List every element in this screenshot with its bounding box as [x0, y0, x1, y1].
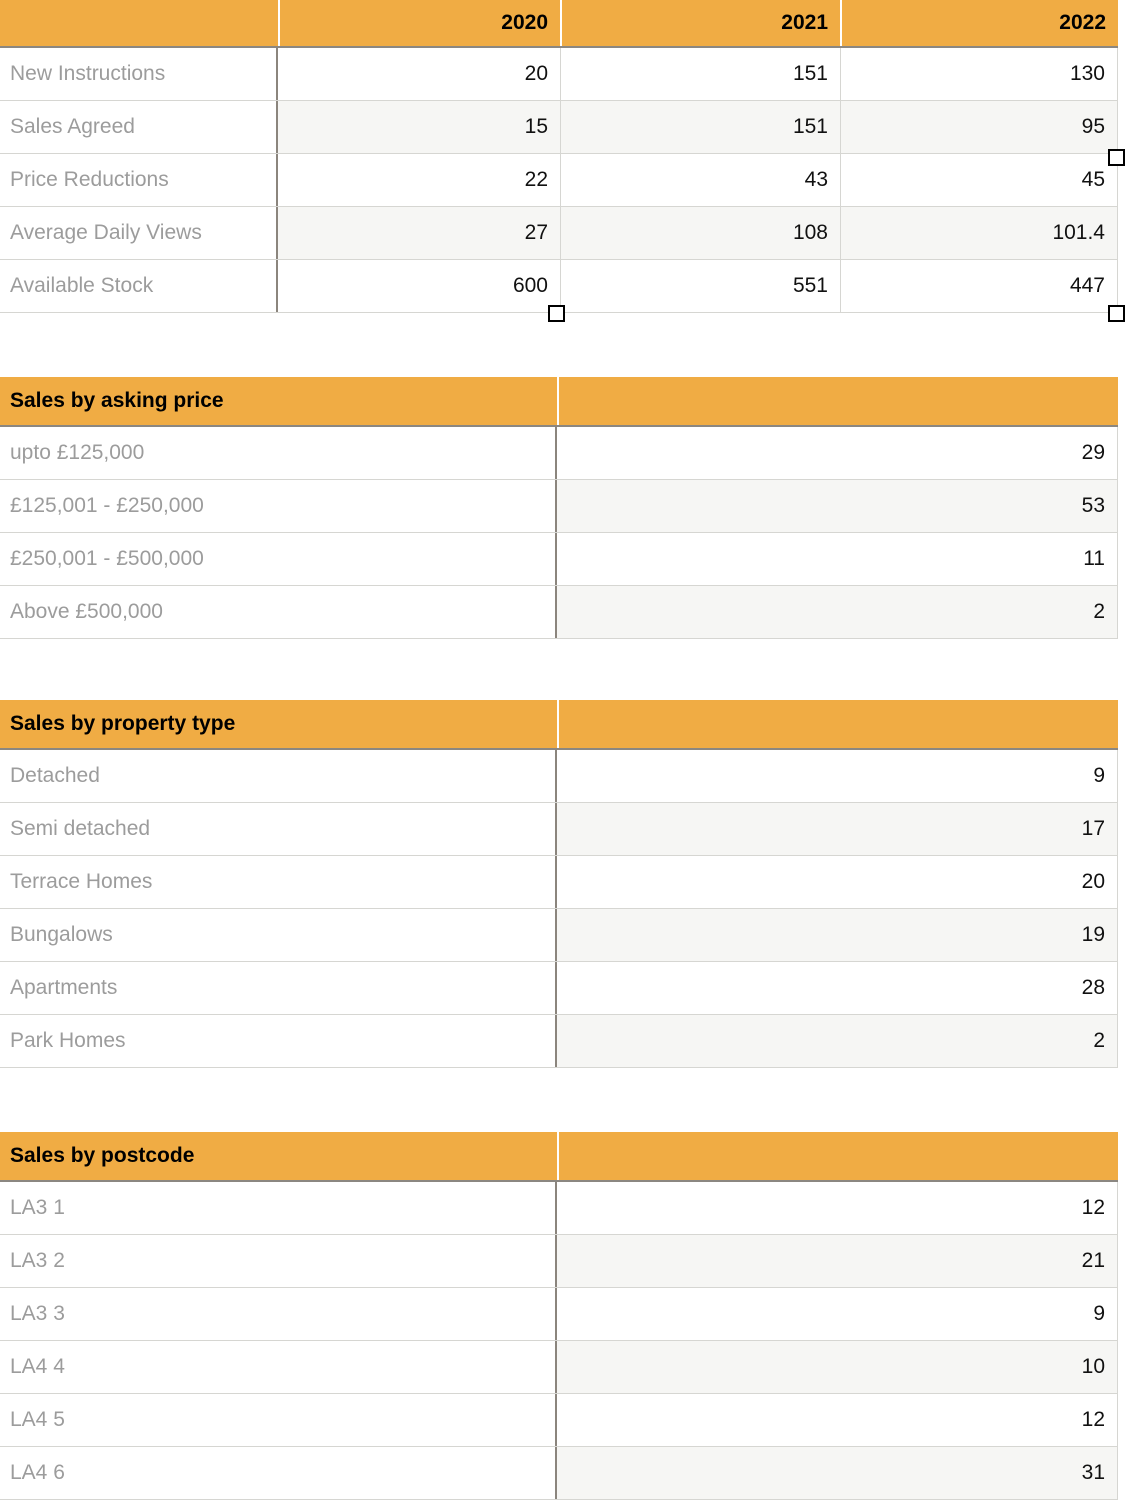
asking-price-table-body [0, 427, 1118, 639]
row-value-cell[interactable]: 2 [557, 586, 1118, 638]
table-row [0, 207, 1118, 260]
row-label-cell[interactable]: £125,001 - £250,000 [0, 480, 557, 532]
table-row [0, 154, 1118, 207]
empty-header-cell [557, 377, 1118, 425]
table-row [0, 101, 1118, 154]
row-value-cell[interactable]: 31 [557, 1447, 1118, 1499]
table-row [0, 533, 1118, 586]
value-cell-2022[interactable]: 130 [840, 48, 1118, 100]
sales-by-postcode-table[interactable] [0, 1132, 1118, 1500]
asking-price-header-row [0, 377, 1118, 427]
empty-header-cell [557, 700, 1118, 748]
row-value-cell[interactable]: 20 [557, 856, 1118, 908]
table-row [0, 1235, 1118, 1288]
row-value-cell[interactable]: 19 [557, 909, 1118, 961]
row-value-cell[interactable]: 11 [557, 533, 1118, 585]
row-label-cell[interactable]: Detached [0, 750, 557, 802]
row-label-cell[interactable]: Sales Agreed [0, 101, 278, 153]
table-row [0, 1182, 1118, 1235]
value-cell-2020[interactable]: 600 [512, 274, 548, 297]
row-value-cell[interactable]: 9 [557, 750, 1118, 802]
section-title: Sales by postcode [10, 1144, 195, 1167]
table-row [0, 480, 1118, 533]
row-label-cell[interactable]: upto £125,000 [0, 427, 557, 479]
row-label-cell[interactable]: LA3 1 [0, 1182, 557, 1234]
table-row [0, 1015, 1118, 1068]
row-value-cell[interactable]: 29 [557, 427, 1118, 479]
property-type-table-body [0, 750, 1118, 1068]
table-row [0, 909, 1118, 962]
value-cell-2020[interactable]: 22 [524, 168, 548, 191]
row-label-cell[interactable]: New Instructions [0, 48, 278, 100]
sales-by-asking-price-table[interactable] [0, 377, 1118, 639]
value-cell-2021[interactable]: 108 [560, 207, 840, 259]
row-value-cell[interactable]: 28 [557, 962, 1118, 1014]
row-label-cell[interactable]: £250,001 - £500,000 [0, 533, 557, 585]
property-type-header-row [0, 700, 1118, 750]
section-title: Sales by property type [10, 712, 236, 735]
year-header-2020[interactable]: 2020 [278, 0, 560, 46]
row-value-cell[interactable]: 10 [557, 1341, 1118, 1393]
row-value-cell[interactable]: 9 [557, 1288, 1118, 1340]
row-label-cell[interactable]: LA4 5 [0, 1394, 557, 1446]
row-value-cell[interactable]: 2 [557, 1015, 1118, 1067]
row-label-cell[interactable]: LA4 4 [0, 1341, 557, 1393]
yearly-overview-table[interactable] [0, 0, 1118, 313]
row-label-cell[interactable]: LA3 2 [0, 1235, 557, 1287]
year-header-2022[interactable]: 2022 [840, 0, 1118, 46]
row-label-cell[interactable]: Available Stock [0, 260, 278, 312]
value-cell-2021[interactable]: 551 [560, 260, 840, 312]
value-cell-2020[interactable]: 27 [278, 207, 560, 259]
table-resize-handle-bottom-center[interactable] [548, 305, 565, 322]
yearly-table-body [0, 48, 1118, 313]
row-label-cell[interactable]: Above £500,000 [0, 586, 557, 638]
row-value-cell[interactable]: 21 [557, 1235, 1118, 1287]
value-cell-2020[interactable]: 15 [278, 101, 560, 153]
table-resize-handle-right-middle[interactable] [1108, 149, 1125, 166]
table-row [0, 856, 1118, 909]
row-value-cell[interactable]: 53 [557, 480, 1118, 532]
value-cell-2021[interactable]: 151 [560, 48, 840, 100]
table-row [0, 1341, 1118, 1394]
row-value-cell[interactable]: 17 [557, 803, 1118, 855]
row-label-cell[interactable]: Average Daily Views [0, 207, 278, 259]
value-cell-2020[interactable]: 20 [524, 62, 548, 85]
row-label-cell[interactable]: Park Homes [0, 1015, 557, 1067]
value-cell-2021[interactable]: 43 [560, 154, 840, 206]
yearly-table-header-row [0, 0, 1118, 48]
row-label-cell[interactable]: Apartments [0, 962, 557, 1014]
value-cell-2022[interactable]: 101.4 [840, 207, 1118, 259]
value-cell-2022[interactable]: 45 [840, 154, 1118, 206]
row-label-cell[interactable]: Semi detached [0, 803, 557, 855]
table-row [0, 962, 1118, 1015]
table-resize-handle-bottom-right[interactable] [1108, 305, 1125, 322]
table-row [0, 48, 1118, 101]
row-label-cell[interactable]: Terrace Homes [0, 856, 557, 908]
postcode-table-body [0, 1182, 1118, 1500]
table-row [0, 1288, 1118, 1341]
table-row [0, 1394, 1118, 1447]
row-value-cell[interactable]: 12 [557, 1182, 1118, 1234]
sales-by-property-type-table[interactable] [0, 700, 1118, 1068]
value-cell-2021[interactable]: 151 [560, 101, 840, 153]
table-row [0, 1447, 1118, 1500]
value-cell-2022[interactable]: 447 [840, 260, 1118, 312]
row-label-cell[interactable]: LA3 3 [0, 1288, 557, 1340]
row-label-cell[interactable]: Bungalows [0, 909, 557, 961]
table-row [0, 427, 1118, 480]
empty-header-cell[interactable] [0, 0, 278, 46]
row-label-cell[interactable]: LA4 6 [0, 1447, 557, 1499]
row-value-cell[interactable]: 12 [557, 1394, 1118, 1446]
value-cell-2022[interactable]: 95 [840, 101, 1118, 153]
row-label-cell[interactable]: Price Reductions [0, 154, 278, 206]
table-row [0, 586, 1118, 639]
table-row [0, 750, 1118, 803]
year-header-2021[interactable]: 2021 [560, 0, 840, 46]
empty-header-cell [557, 1132, 1118, 1180]
section-title: Sales by asking price [10, 389, 224, 412]
postcode-header-row [0, 1132, 1118, 1182]
table-row [0, 803, 1118, 856]
